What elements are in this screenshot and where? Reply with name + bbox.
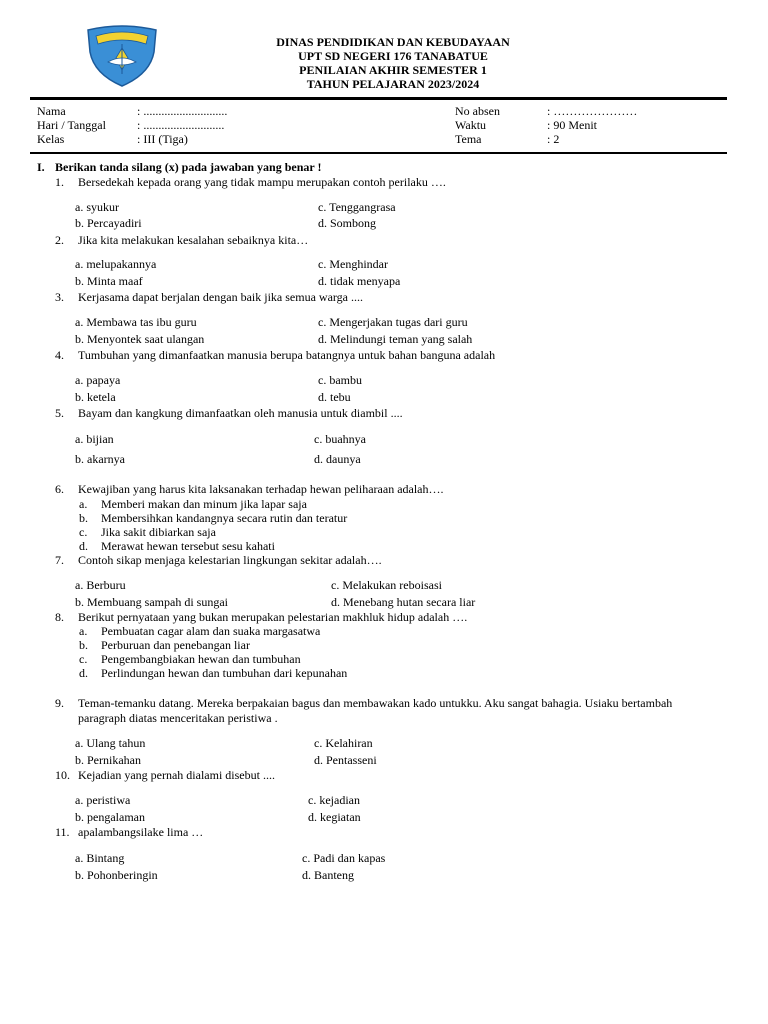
info-label-kelas: Kelas [37,132,65,146]
question-text: Contoh sikap menjaga kelestarian lingkungan sekitar adalah…. [78,553,382,567]
option-c-letter[interactable]: c. [79,652,88,666]
option-a-text[interactable]: Pembuatan cagar alam dan suaka margasatwa [101,624,321,638]
header-line-exam: PENILAIAN AKHIR SEMESTER 1 [299,63,487,77]
option-a[interactable]: a. syukur [75,200,119,214]
question-text: Bersedekah kepada orang yang tidak mampu merupakan contoh perilaku …. [78,175,446,189]
option-a[interactable]: a. Berburu [75,578,126,592]
option-c[interactable]: c. buahnya [314,432,366,446]
header-divider-top [30,97,727,100]
question-number: 3. [55,290,64,304]
question-number: 10. [55,768,70,782]
option-c[interactable]: c. Melakukan reboisasi [331,578,442,592]
option-b[interactable]: b. Pohonberingin [75,868,158,882]
option-c[interactable]: c. Mengerjakan tugas dari guru [318,315,468,329]
question-number: 7. [55,553,64,567]
option-c[interactable]: c. Kelahiran [314,736,373,750]
option-d[interactable]: d. Pentasseni [314,753,377,767]
option-b[interactable]: b. ketela [75,390,116,404]
question-number: 8. [55,610,64,624]
option-d[interactable]: d. Melindungi teman yang salah [318,332,473,346]
option-c-text[interactable]: Jika sakit dibiarkan saja [101,525,216,539]
option-b[interactable]: b. akarnya [75,452,125,466]
option-c[interactable]: c. Padi dan kapas [302,851,386,865]
question-text: Berikut pernyataan yang bukan merupakan pelestarian makhluk hidup adalah …. [78,610,468,624]
option-b[interactable]: b. Membuang sampah di sungai [75,595,228,609]
question-text: Jika kita melakukan kesalahan sebaiknya kita… [78,233,309,247]
option-d[interactable]: d. kegiatan [308,810,361,824]
option-d[interactable]: d. daunya [314,452,361,466]
option-d[interactable]: d. tebu [318,390,351,404]
option-a-letter[interactable]: a. [79,624,88,638]
option-a-text[interactable]: Memberi makan dan minum jika lapar saja [101,497,307,511]
option-a[interactable]: a. peristiwa [75,793,131,807]
question-text-line-2: paragraph diatas menceritakan peristiwa . [78,711,278,725]
question-text: Teman-temanku datang. Mereka berpakaian bagus dan membawakan kado untukku. Aku sangat bahagia. Usiaku bertambah [78,696,673,710]
option-b[interactable]: b. Percayadiri [75,216,142,230]
question-number: 11. [55,825,70,839]
option-b-text[interactable]: Membersihkan kandangnya secara rutin dan teratur [101,511,348,525]
question-text: Tumbuhan yang dimanfaatkan manusia berupa batangnya untuk bahan banguna adalah [78,348,496,362]
option-b[interactable]: b. pengalaman [75,810,145,824]
header-line-school: UPT SD NEGERI 176 TANABATUE [298,49,488,63]
question-number: 2. [55,233,64,247]
info-value-waktu: : 90 Menit [547,118,597,132]
option-d[interactable]: d. tidak menyapa [318,274,401,288]
info-value-tema: : 2 [547,132,560,146]
option-b-letter[interactable]: b. [79,638,88,652]
question-number: 9. [55,696,64,710]
option-c[interactable]: c. Menghindar [318,257,388,271]
header-line-agency: DINAS PENDIDIKAN DAN KEBUDAYAAN [276,35,510,49]
option-c[interactable]: c. bambu [318,373,362,387]
option-c-text[interactable]: Pengembangbiakan hewan dan tumbuhan [101,652,301,666]
option-d[interactable]: d. Sombong [318,216,377,230]
question-number: 1. [55,175,64,189]
question-text: apalambangsilake lima … [78,825,204,839]
info-label-absen: No absen [455,104,500,118]
question-number: 5. [55,406,64,420]
option-a[interactable]: a. Bintang [75,851,125,865]
option-b-letter[interactable]: b. [79,511,88,525]
info-field-absen[interactable]: : ………………… [547,104,638,118]
option-a[interactable]: a. melupakannya [75,257,157,271]
option-a[interactable]: a. Membawa tas ibu guru [75,315,197,329]
option-c[interactable]: c. Tenggangrasa [318,200,396,214]
option-d-letter[interactable]: d. [79,539,88,553]
info-field-hari[interactable]: : ........................... [137,118,225,132]
option-c[interactable]: c. kejadian [308,793,360,807]
option-a-letter[interactable]: a. [79,497,88,511]
option-a[interactable]: a. bijian [75,432,114,446]
option-a[interactable]: a. Ulang tahun [75,736,146,750]
info-label-nama: Nama [37,104,66,118]
header-line-year: TAHUN PELAJARAN 2023/2024 [306,77,480,91]
info-label-hari: Hari / Tanggal [37,118,106,132]
option-a[interactable]: a. papaya [75,373,121,387]
option-b-text[interactable]: Perburuan dan penebangan liar [101,638,250,652]
question-number: 6. [55,482,64,496]
header-divider-bottom [30,152,727,154]
option-d[interactable]: d. Menebang hutan secara liar [331,595,476,609]
question-text: Kerjasama dapat berjalan dengan baik jika semua warga .... [78,290,363,304]
question-text: Kejadian yang pernah dialami disebut .... [78,768,275,782]
option-b[interactable]: b. Menyontek saat ulangan [75,332,205,346]
option-d-letter[interactable]: d. [79,666,88,680]
section-title: Berikan tanda silang (x) pada jawaban yang benar ! [55,160,322,174]
option-b[interactable]: b. Minta maaf [75,274,143,288]
question-text: Kewajiban yang harus kita laksanakan terhadap hewan peliharaan adalah…. [78,482,444,496]
info-label-tema: Tema [455,132,482,146]
info-label-waktu: Waktu [455,118,487,132]
option-d-text[interactable]: Merawat hewan tersebut sesu kahati [101,539,275,553]
option-d-text[interactable]: Perlindungan hewan dan tumbuhan dari kepunahan [101,666,348,680]
question-text: Bayam dan kangkung dimanfaatkan oleh manusia untuk diambil .... [78,406,403,420]
option-b[interactable]: b. Pernikahan [75,753,141,767]
info-field-nama[interactable]: : ............................ [137,104,228,118]
section-number: I. [37,160,45,174]
question-number: 4. [55,348,64,362]
option-d[interactable]: d. Banteng [302,868,354,882]
option-c-letter[interactable]: c. [79,525,88,539]
info-value-kelas: : III (Tiga) [137,132,188,146]
tut-wuri-handayani-logo [84,24,160,88]
